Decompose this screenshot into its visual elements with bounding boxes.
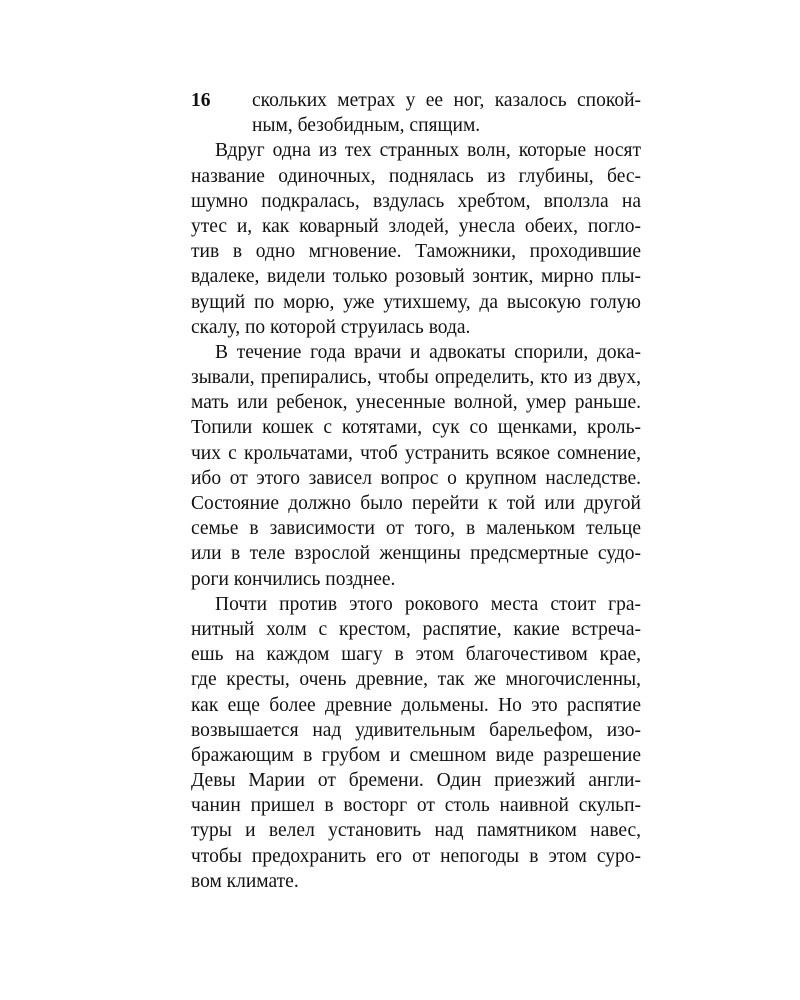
text-line: туры и велел установить над памятником навес,	[191, 820, 641, 842]
text-line: скалу, по которой струилась вода.	[191, 316, 471, 338]
text-line: бражающим в грубом и смешном виде разрешение	[191, 744, 641, 766]
text-line: нитный холм с крестом, распятие, какие встреча-	[191, 618, 641, 640]
text-line: зывали, препирались, чтобы определить, кто из двух,	[191, 367, 641, 389]
text-line: ибо от этого зависел вопрос о крупном наследстве.	[191, 467, 641, 489]
text-line: утес и, как коварный злодей, унесла обеих, погло-	[191, 215, 641, 237]
text-line: тив в одно мгновение. Таможники, проходившие	[191, 241, 641, 263]
text-line: мать или ребенок, унесенные волной, умер раньше.	[191, 392, 641, 414]
text-line: или в теле взрослой женщины предсмертные судо-	[191, 543, 641, 565]
text-line: Топили кошек с котятами, сук со щенками, кроль-	[191, 417, 641, 439]
text-line: вущий по морю, уже утихшему, да высокую голую	[191, 291, 641, 313]
text-line: чтобы предохранить его от непогоды в этом суро-	[191, 845, 641, 867]
paragraph-1	[191, 138, 641, 340]
text-line: возвышается над удивительным барельефом, изо-	[191, 719, 641, 741]
page-number: 16	[191, 90, 211, 111]
text-line: шумно подкралась, вздулась хребтом, вползла на	[191, 190, 641, 212]
text-line: Почти против этого рокового места стоит гра-	[215, 593, 641, 615]
text-line: скольких метрах у ее ног, казалось спокой-	[252, 90, 641, 111]
text-line: семье в зависимости от того, в маленьком тельце	[191, 518, 641, 540]
text-line: чанин пришел в восторг от столь наивной скульп-	[191, 795, 641, 817]
text-line: как еще более древние дольмены. Но это распятие	[191, 694, 641, 716]
text-line: вом климате.	[191, 870, 299, 892]
paragraph-3	[191, 592, 641, 894]
text-line: В течение года врачи и адвокаты спорили, дока-	[215, 341, 641, 363]
continuation-text	[252, 88, 641, 138]
text-line: Девы Марии от бремени. Один приезжий англи-	[191, 770, 641, 792]
paragraph-2	[191, 340, 641, 592]
text-line: Вдруг одна из тех странных волн, которые носят	[215, 140, 641, 162]
book-page	[191, 88, 641, 894]
text-line: вдалеке, видели только розовый зонтик, мирно плы-	[191, 266, 641, 288]
text-line: название одиночных, поднялась из глубины, бес-	[191, 165, 641, 187]
text-line: Состояние должно было перейти к той или другой	[191, 493, 641, 515]
page-header-block	[191, 88, 641, 138]
text-line: где кресты, очень древние, так же многочисленны,	[191, 669, 641, 691]
text-line: ешь на каждом шагу в этом благочестивом крае,	[191, 644, 641, 666]
text-line: роги кончились позднее.	[191, 568, 396, 590]
text-line: ным, безобидным, спящим.	[252, 115, 481, 137]
text-line: чих с крольчатами, чтоб устранить всякое сомнение,	[191, 442, 641, 464]
